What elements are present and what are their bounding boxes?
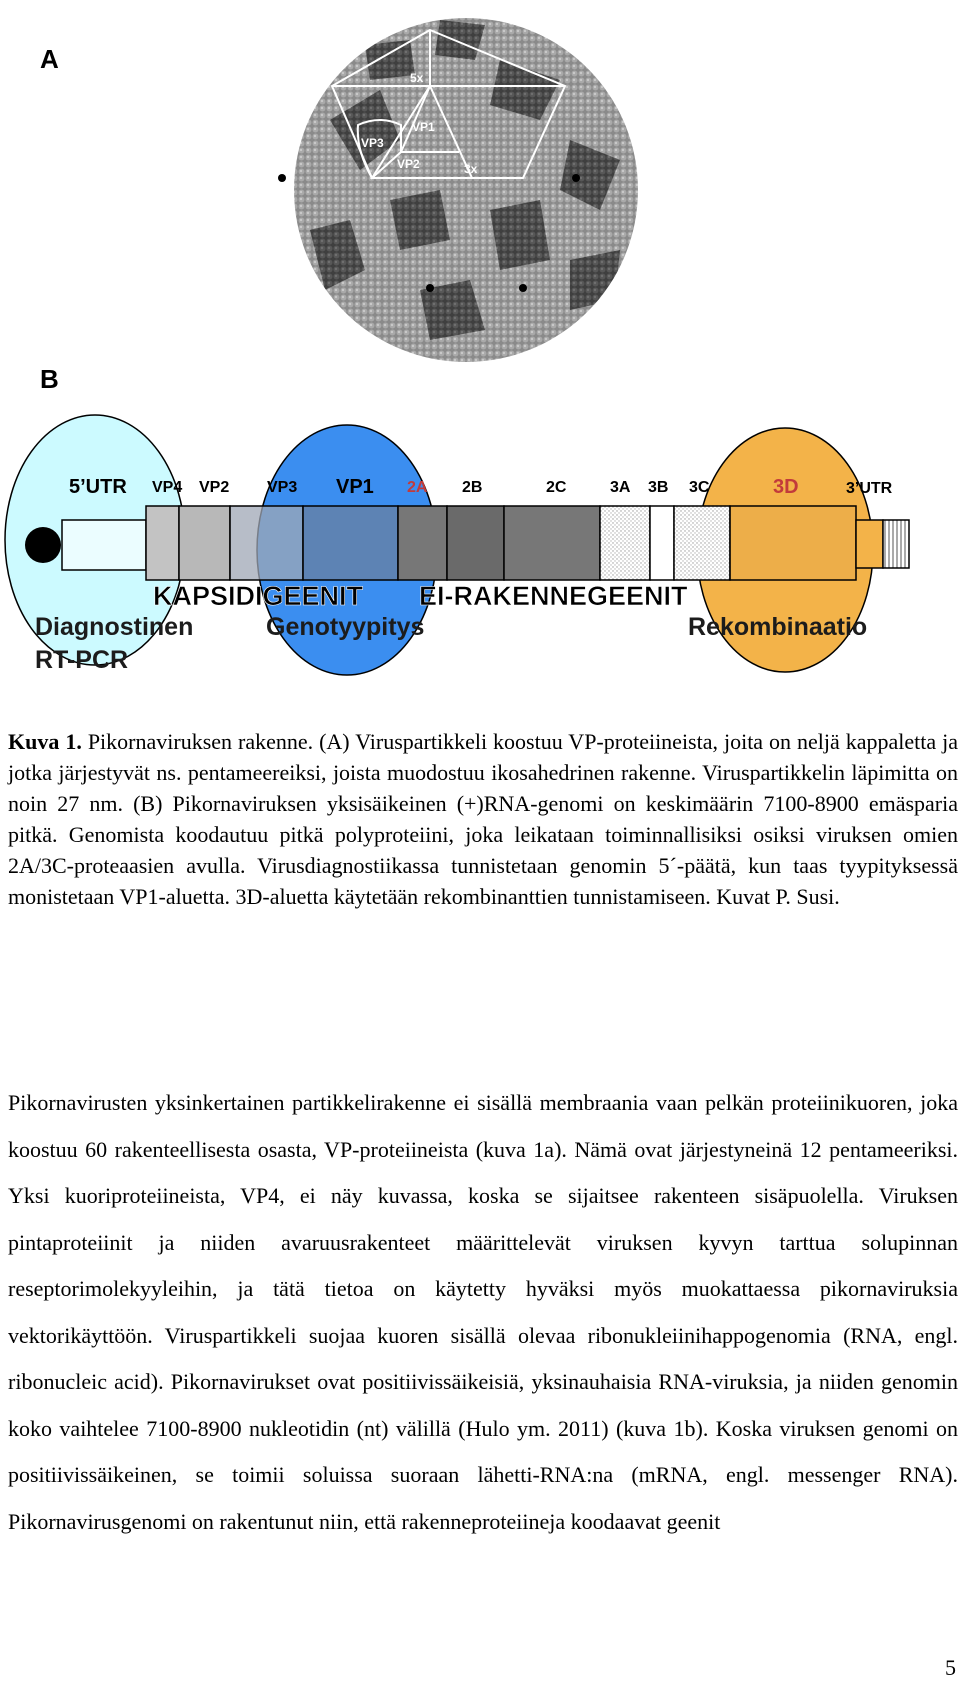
fold3-label: 3x [464,162,478,176]
caption-text: Pikornaviruksen rakenne. (A) Viruspartikkeli koostuu VP-proteiineista, joita on neljä kappaletta ja jotka järjestyvät ns. pentameereiksi, joista muodostuu ikosahedrinen rakenne. Viruspartikkelin läpimitta on noin 27 nm. (B) Pikornaviruksen yksisäikeinen (+)RNA-genomi on keskimäärin 7100-8900 emäsparia pitkä. Genomista koodautuu pitkä polyproteiini, joka leikataan toiminnallisiksi osiksi viruksen omien 2A/3C-proteaasien avulla. Virusdiagnostiikassa tunnistetaan genomin 5´-päätä, kun taas tyypityksessä monistetaan VP1-aluetta. 3D-aluetta käytetään rekombinanttien tunnistamiseen. Kuvat P. Susi. [8,729,958,909]
vp1-label: VP1 [412,120,435,134]
vp3-label: VP3 [361,136,384,150]
p3c-block [674,506,730,580]
genotyping-label: Genotyypitys [266,613,425,641]
capsid-genes-label: KAPSIDIGEENIT [153,581,364,611]
p3d-label: 3D [773,476,799,498]
recombination-label: Rekombinaatio [688,613,868,641]
p2b-label: 2B [462,479,483,496]
polya-tail [883,520,909,568]
genome-map [0,410,960,680]
p3b-label: 3B [648,479,669,496]
p2c-block [504,506,600,580]
p3b-block [650,506,674,580]
utr5-box [62,520,146,570]
diagnostic-label-line1: Diagnostinen [35,613,194,641]
p2a-label: 2A [407,479,428,496]
p2a-block [398,506,447,580]
vp2-label: VP2 [397,157,420,171]
vp4-label: VP4 [152,479,183,496]
body-paragraph: Pikornavirusten yksinkertainen partikkelirakenne ei sisällä membraania vaan pelkän proteiinikuoren, joka koostuu 60 rakenteellisesta osasta, VP-proteiineista (kuva 1a). Nämä ovat järjestyneinä 12 pentameeriksi. Yksi kuoriproteiineista, VP4, ei näy kuvassa, koska se sijaitsee rakenteen sisäpuolella. Viruksen pintaproteiinit ja niiden avaruusrakenteet määrittelevät viruksen kyvyn tarttua solupinnan reseptorimolekyyleihin, ja tätä tietoa on käytetty hyväksi myös muokattaessa pikornaviruksia vektorikäyttöön. Viruspartikkeli suojaa kuoren sisällä olevaa ribonukleiinihappogenomia (RNA, engl. ribonucleic acid). Pikornavirukset ovat positiivissäikeisiä, yksinauhaisia RNA-viruksia, ja niiden genomin koko vaihtelee 7100-8900 nukleotidin (nt) välillä (Hulo ym. 2011) (kuva 1b). Koska viruksen genomi on positiivissäikeinen, se toimii soluissa suoraan lähetti-RNA:na (mRNA, engl. messenger RNA). Pikornavirusgenomi on rakentunut niin, että rakenneproteiineja koodaavat geenit [8,1090,958,1534]
utr3-label: 3’UTR [846,480,893,497]
symmetry-dot [519,284,527,292]
symmetry-dot [572,174,580,182]
p3a-label: 3A [610,479,631,496]
fold5-label: 5x [410,71,424,85]
nonstructural-genes-label: EI-RAKENNEGEENIT [419,581,688,611]
vp3-label: VP3 [267,479,298,496]
p2c-label: 2C [546,479,567,496]
p3d-block [730,506,856,580]
vpg-dot [25,527,61,563]
panel-b-letter: B [40,364,59,394]
caption-label: Kuva 1. [8,729,82,754]
utr5-label: 5’UTR [69,476,127,498]
vp2-block [179,506,230,580]
symmetry-dot [278,174,286,182]
virion-illustration [270,0,662,370]
page-number: 5 [945,1655,956,1680]
figure-caption [8,726,958,912]
symmetry-dot [426,284,434,292]
vp1-block [303,506,398,580]
p3c-label: 3C [689,479,710,496]
panel-a-letter: A [40,44,59,74]
diagnostic-label-line2: RT-PCR [35,646,129,674]
vp4-block [146,506,179,580]
p3a-block [600,506,650,580]
vp3-block [230,506,303,580]
p2b-block [447,506,504,580]
utr3-box [856,520,883,568]
vp2-label: VP2 [199,479,230,496]
vp1-label: VP1 [336,476,374,498]
